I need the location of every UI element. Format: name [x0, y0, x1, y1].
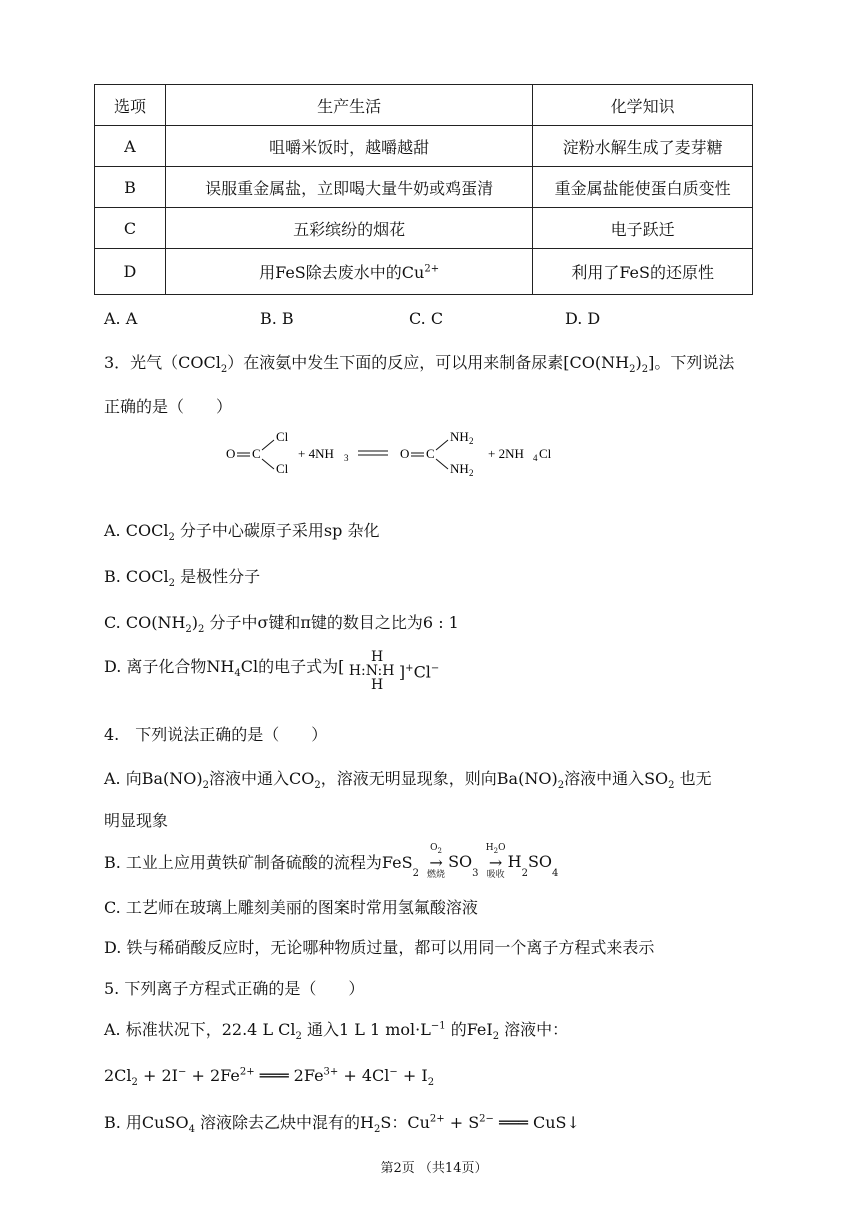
table-cell: C: [95, 208, 166, 249]
options-table: [94, 84, 753, 295]
nh2-bottom: NH: [450, 461, 469, 476]
choice-a: A. A: [104, 309, 138, 328]
plus-nh4cl: + 2NH: [488, 446, 524, 461]
q4-option-a-line2: 明显现象: [104, 811, 169, 830]
q3-option-a: A. COCl$_2$ 分子中心碳原子采用sp 杂化: [104, 521, 380, 544]
table-cell: 用FeS除去废水中的$Cu^{2+}$: [165, 249, 532, 295]
choice-d: D. D: [565, 309, 601, 328]
table-row: [95, 208, 753, 249]
arrow-absorb: $H_2O$ → 吸收: [485, 843, 506, 880]
svg-text:3: 3: [344, 453, 349, 463]
nh2-top: NH: [450, 429, 469, 444]
svg-text:2: 2: [469, 436, 474, 446]
page-footer: 第2页 （共14页）: [380, 1161, 488, 1176]
q4-option-d: D. 铁与稀硝酸反应时，无论哪种物质过量，都可以用同一个离子方程式来表示: [104, 938, 655, 957]
q3-option-c: C. $CO(NH_2)_2$ 分子中σ键和π键的数目之比为6 : 1: [104, 613, 459, 636]
choice-c: C. C: [409, 309, 444, 328]
svg-text:4: 4: [533, 453, 538, 463]
electron-formula: H H:N:H H: [348, 649, 395, 693]
svg-text:2: 2: [469, 468, 474, 478]
q3-stem: 3．光气（COCl$_2$）在液氨中发生下面的反应，可以用来制备尿素$[CO(NH_2)_2]$。下列说法: [104, 353, 735, 376]
choice-b: B. B: [260, 309, 294, 328]
q5-option-a-equation: $2Cl_2 + 2I^- + 2Fe^{2+}$ ═══ $2Fe^{3+} + 4Cl^- + I_2$: [104, 1066, 435, 1089]
table-cell: 电子跃迁: [533, 208, 753, 249]
table-header: 化学知识: [533, 85, 753, 126]
table-row: [95, 167, 753, 208]
q4-option-b: B. 工业上应用黄铁矿制备硫酸的流程为FeS$_2$ $O_2$ → 燃烧 $SO_3$ $H_2O$ → 吸收 $H_2SO_4$: [104, 843, 559, 880]
table-cell: A: [95, 126, 166, 167]
table-cell: 淀粉水解生成了麦芽糖: [533, 126, 753, 167]
table-row: [95, 126, 753, 167]
plus-nh3: + 4NH: [298, 446, 334, 461]
table-cell: 利用了FeS的还原性: [533, 249, 753, 295]
atom-o2: O: [400, 446, 410, 461]
atom-c: C: [252, 446, 261, 461]
q3-stem-line2: 正确的是（ ）: [104, 397, 233, 416]
q3-option-d: D. 离子化合物$NH_4Cl$的电子式为[ H H:N:H H ]+Cl−: [104, 649, 440, 693]
table-cell: 误服重金属盐，立即喝大量牛奶或鸡蛋清: [165, 167, 532, 208]
table-cell: 咀嚼米饭时，越嚼越甜: [165, 126, 532, 167]
table-cell: B: [95, 167, 166, 208]
table-cell: 重金属盐能使蛋白质变性: [533, 167, 753, 208]
table-header-row: [95, 85, 753, 126]
atom-cl-top: Cl: [276, 429, 289, 444]
table-header: 选项: [95, 85, 166, 126]
table-header: 生产生活: [165, 85, 532, 126]
q5-option-b: B. 用CuSO$_4$ 溶液除去乙炔中混有的$H_2S$：$Cu^{2+} + S^{2-}$ ═══ CuS↓: [104, 1113, 580, 1136]
atom-cl-bottom: Cl: [276, 461, 289, 476]
q4-option-a: A. 向$Ba(NO)_2$溶液中通入$CO_2$，溶液无明显现象，则向$Ba(NO)_2$溶液中通入$SO_2$ 也无: [104, 769, 712, 792]
q3-option-b: B. COCl$_2$ 是极性分子: [104, 567, 261, 590]
table-cell: D: [95, 249, 166, 295]
atom-o: O: [226, 446, 236, 461]
q4-option-c: C. 工艺师在玻璃上雕刻美丽的图案时常用氢氟酸溶液: [104, 898, 478, 917]
table-cell: 五彩缤纷的烟花: [165, 208, 532, 249]
svg-text:Cl: Cl: [539, 446, 552, 461]
q5-stem: 5. 下列离子方程式正确的是（ ）: [104, 979, 365, 998]
atom-c2: C: [426, 446, 435, 461]
reaction-equation: [226, 424, 566, 480]
arrow-burn: $O_2$ → 燃烧: [427, 843, 446, 880]
q4-stem: 4. 下列说法正确的是（ ）: [104, 725, 328, 744]
table-row: [95, 249, 753, 295]
q5-option-a: A. 标准状况下，22.4 L $Cl_2$ 通入1 L 1 $mol\cdot L^{-1}$ 的FeI$_2$ 溶液中：: [104, 1020, 569, 1043]
